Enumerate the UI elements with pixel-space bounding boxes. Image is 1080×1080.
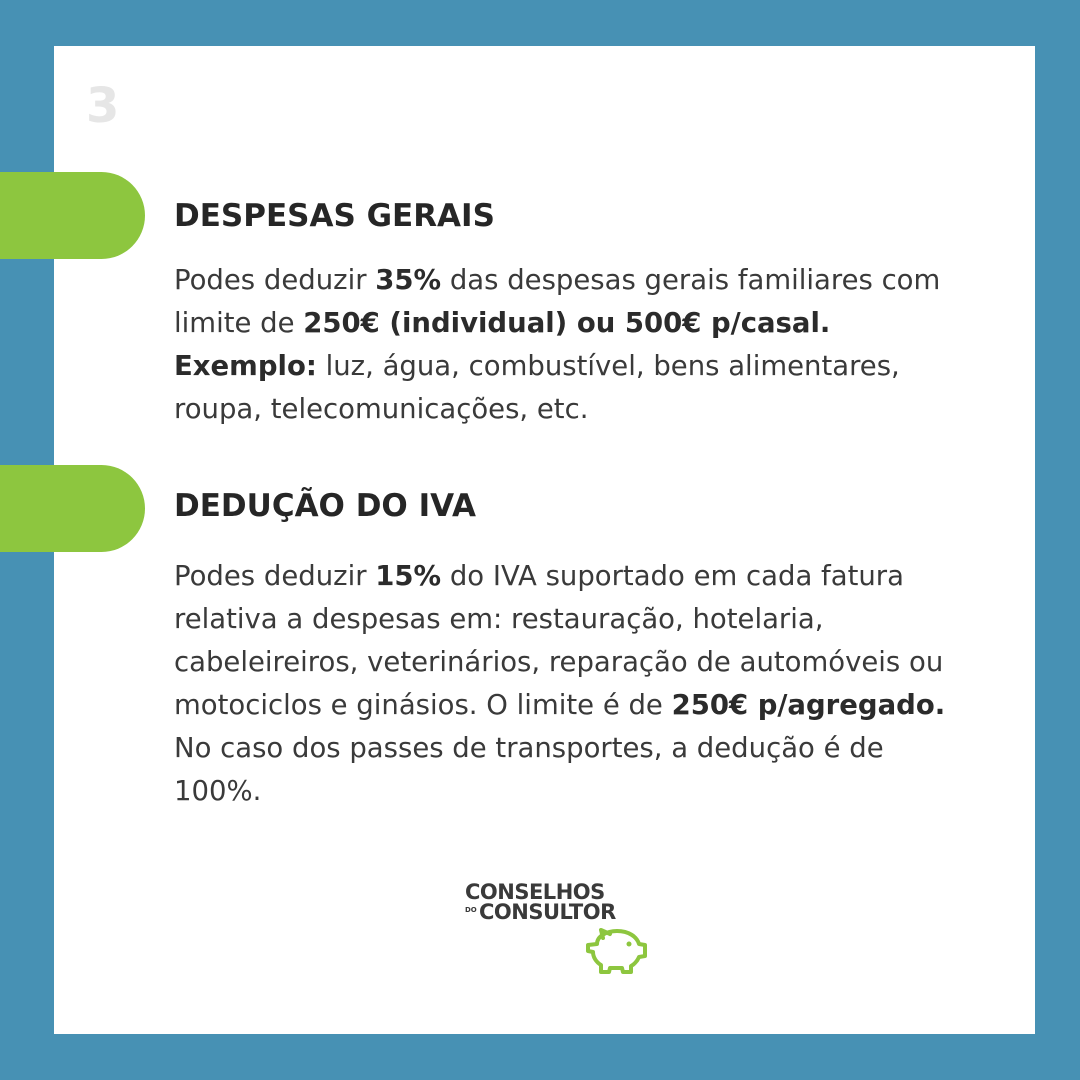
section-tab-accent	[0, 172, 145, 259]
body-text: do IVA suportado em cada fatura relativa a despesas em: restauração, hotelaria, cabeleireiros, veterinários, reparação de automóveis ou motociclos e ginásios. O limite é de	[174, 560, 944, 721]
section-body-deducao-iva	[174, 555, 954, 813]
logo-text-line2: CONSULTOR	[479, 900, 616, 924]
logo-text-line1: CONSELHOS	[465, 880, 605, 904]
brand-logo	[465, 880, 665, 980]
section-body-despesas-gerais	[174, 259, 954, 431]
section-tab-accent	[0, 465, 145, 552]
body-text: luz, água, combustível, bens alimentares, roupa, telecomunicações, etc.	[174, 350, 900, 425]
body-text: Podes deduzir	[174, 264, 376, 296]
section-title-deducao-iva: DEDUÇÃO DO IVA	[174, 488, 476, 524]
emphasis-text: 35%	[375, 264, 442, 296]
emphasis-text: 250€ p/agregado.	[671, 689, 946, 721]
page-number: 3	[86, 78, 120, 134]
body-text: No caso dos passes de transportes, a dedução é de 100%.	[174, 732, 884, 807]
emphasis-text: 15%	[375, 560, 442, 592]
piggy-bank-icon	[583, 926, 649, 976]
emphasis-text: 250€ (individual) ou 500€ p/casal. Exemplo:	[174, 307, 831, 382]
body-text: das despesas gerais familiares com limite de	[174, 264, 941, 339]
body-text: Podes deduzir	[174, 560, 376, 592]
section-title-despesas-gerais: DESPESAS GERAIS	[174, 198, 495, 234]
logo-text-small: DO	[465, 906, 477, 914]
